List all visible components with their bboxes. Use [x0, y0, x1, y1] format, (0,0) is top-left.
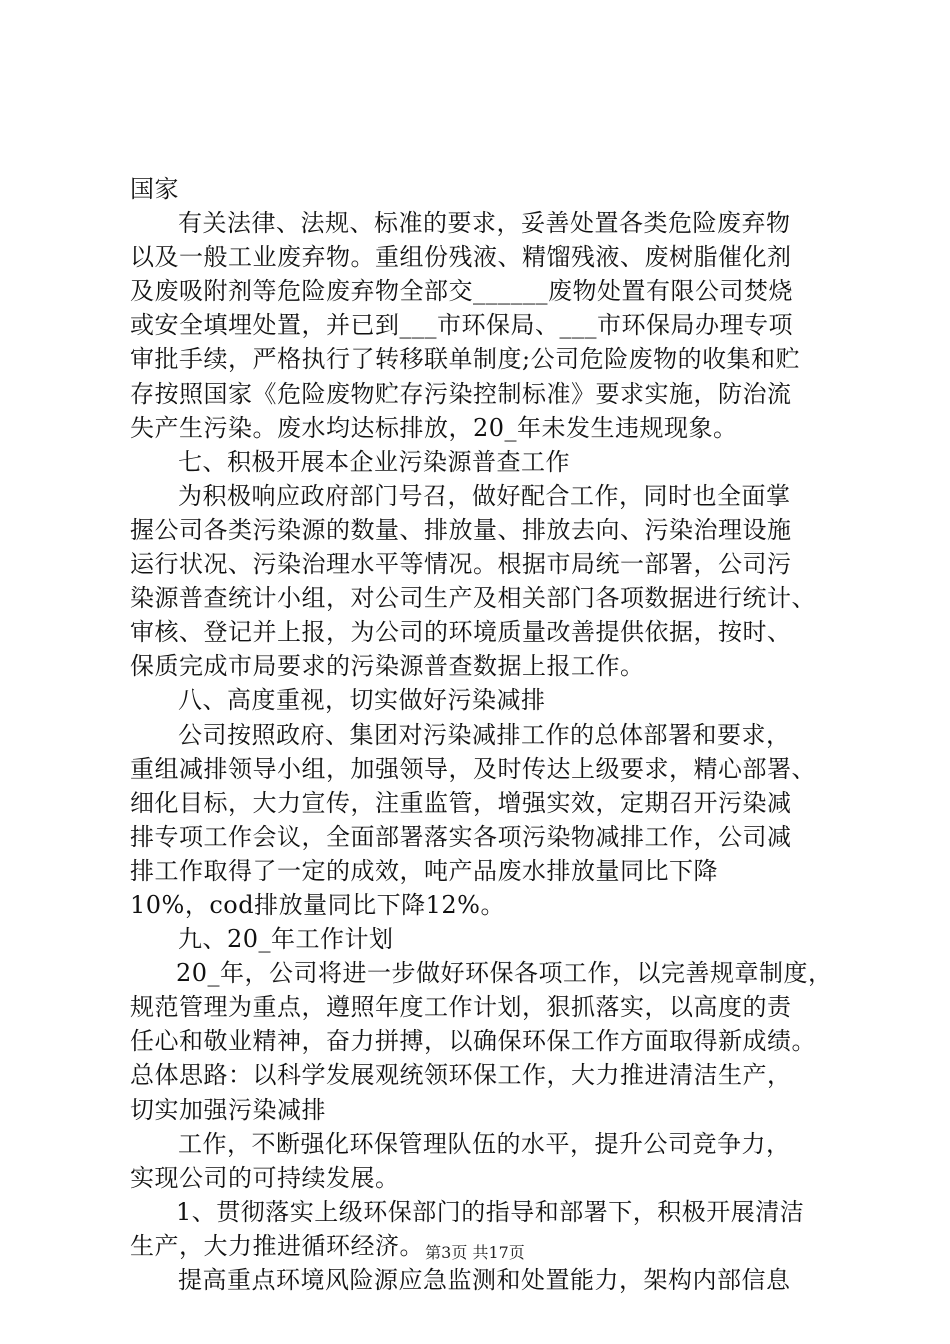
text-line: 保质完成市局要求的污染源普查数据上报工作。: [130, 652, 645, 681]
text-line: 以及一般工业废弃物。重组份残液、精馏残液、废树脂催化剂: [130, 243, 792, 272]
text-line: 有关法律、法规、标准的要求，妥善处置各类危险废弃物: [178, 209, 791, 238]
text-line: 国家: [130, 175, 179, 203]
text-line: 审批手续，严格执行了转移联单制度;公司危险废物的收集和贮: [130, 345, 801, 374]
text-line: 为积极响应政府部门号召，做好配合工作，同时也全面掌: [178, 481, 791, 510]
text-line: 存按照国家《危险废物贮存污染控制标准》要求实施，防治流: [130, 379, 792, 408]
text-line: 生产，大力推进循环经济。: [130, 1231, 424, 1260]
text-line: 排专项工作会议，全面部署落实各项污染物减排工作，公司减: [130, 822, 792, 851]
text-line: 10%，cod排放量同比下降12%。: [130, 890, 505, 919]
text-line: 七、积极开展本企业污染源普查工作: [178, 447, 570, 476]
text-line: 八、高度重视，切实做好污染减排: [178, 686, 546, 715]
text-line: 工作，不断强化环保管理队伍的水平，提升公司竞争力，: [178, 1129, 791, 1158]
text-line: 20_年，公司将进一步做好环保各项工作，以完善规章制度，: [176, 959, 833, 988]
text-line: 总体思路：以科学发展观统领环保工作，大力推进清洁生产，: [130, 1061, 792, 1090]
text-line: 切实加强污染减排: [130, 1095, 326, 1124]
text-line: 失产生污染。废水均达标排放，20_年未发生违规现象。: [130, 413, 738, 442]
text-line: 细化目标，大力宣传，注重监管，增强实效，定期召开污染减: [130, 788, 792, 817]
text-line: 或安全填埋处置，并已到___市环保局、___市环保局办理专项: [130, 311, 793, 340]
text-line: 任心和敬业精神，奋力拼搏，以确保环保工作方面取得新成绩。: [130, 1027, 816, 1056]
page-footer: 第3页 共17页: [425, 1243, 525, 1262]
text-line: 审核、登记并上报，为公司的环境质量改善提供依据，按时、: [130, 618, 792, 647]
text-line: 及废吸附剂等危险废弃物全部交______废物处置有限公司焚烧: [130, 277, 793, 306]
text-line: 实现公司的可持续发展。: [130, 1163, 400, 1192]
text-line: 公司按照政府、集团对污染减排工作的总体部署和要求，: [178, 720, 791, 749]
text-line: 排工作取得了一定的成效，吨产品废水排放量同比下降: [130, 856, 718, 885]
text-line: 九、20_年工作计划: [178, 925, 394, 954]
text-line: 握公司各类污染源的数量、排放量、排放去向、污染治理设施: [130, 515, 792, 544]
text-line: 提高重点环境风险源应急监测和处置能力，架构内部信息: [178, 1266, 791, 1294]
text-line: 规范管理为重点，遵照年度工作计划，狠抓落实，以高度的责: [130, 993, 792, 1022]
document-body: [130, 172, 850, 1297]
text-line: 染源普查统计小组，对公司生产及相关部门各项数据进行统计、: [130, 584, 816, 613]
text-line: 重组减排领导小组，加强领导，及时传达上级要求，精心部署、: [130, 754, 816, 783]
text-line: 1、贯彻落实上级环保部门的指导和部署下，积极开展清洁: [176, 1197, 805, 1226]
text-line: 运行状况、污染治理水平等情况。根据市局统一部署，公司污: [130, 550, 792, 579]
